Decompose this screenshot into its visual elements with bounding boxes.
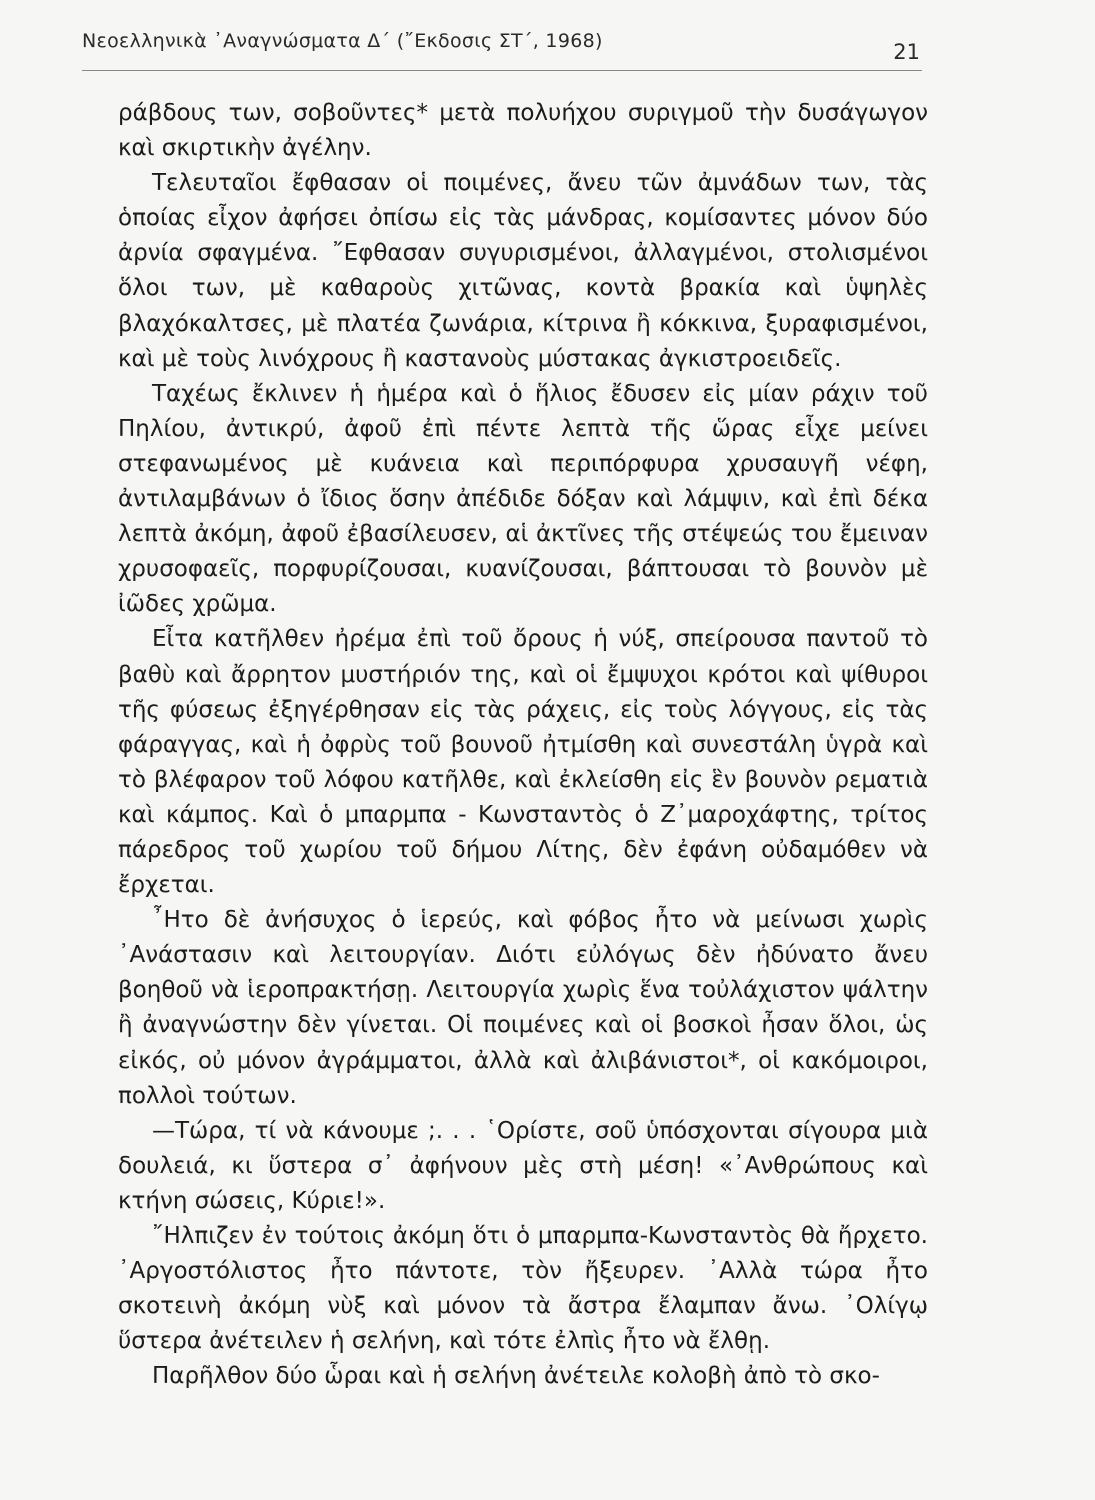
- paragraph: Εἶτα κατῆλθεν ἠρέμα ἐπὶ τοῦ ὄρους ἡ νύξ, σπείρουσα παντοῦ τὸ βαθὺ καὶ ἄρρητον μυστήριόν της, καὶ οἱ ἔμψυχοι κρότοι καὶ ψίθυροι τῆς φύσεως ἐξηγέρθησαν εἰς τὰς ράχεις, εἰς τοὺς λόγγους, εἰς τὰς φάραγγας, καὶ ἡ ὀφρὺς τοῦ βουνοῦ ἠτμίσθη καὶ συνεστάλη ὑγρὰ καὶ τὸ βλέφαρον τοῦ λόφου κατῆλθε, καὶ ἐκλείσθη εἰς ἓν βουνὸν ρεματιὰ καὶ κάμπος. Καὶ ὁ μπαρμπα - Κωνσταντὸς ὁ Ζ᾿μαροχάφτης, τρίτος πάρεδρος τοῦ χωρίου τοῦ δήμου Λίτης, δὲν ἐφάνη οὐδαμόθεν νὰ ἔρχεται.: [118, 626, 928, 899]
- page-number: 21: [893, 40, 920, 64]
- paragraph: Τελευταῖοι ἔφθασαν οἱ ποιμένες, ἄνευ τῶν ἀμνάδων των, τὰς ὁποίας εἶχον ἀφήσει ὀπίσω εἰς τὰς μάνδρας, κομίσαντες μόνον δύο ἀρνία σφαγμένα. ῎Εφθασαν συγυρισμένοι, ἀλλαγμένοι, στολισμένοι ὅλοι των, μὲ καθαροὺς χιτῶνας, κοντὰ βρακία καὶ ὑψηλὲς βλαχόκαλτσες, μὲ πλατέα ζωνάρια, κίτρινα ἢ κόκκινα, ξυραφισμένοι, καὶ μὲ τοὺς λινόχρους ἢ καστανοὺς μύστακας ἀγκιστροειδεῖς.: [118, 170, 928, 372]
- paragraph: Ταχέως ἔκλινεν ἡ ἡμέρα καὶ ὁ ἥλιος ἔδυσεν εἰς μίαν ράχιν τοῦ Πηλίου, ἀντικρύ, ἀφοῦ ἐπὶ πέντε λεπτὰ τῆς ὥρας εἶχε μείνει στεφανωμένος μὲ κυάνεια καὶ περιπόρφυρα χρυσαυγῆ νέφη, ἀντιλαμβάνων ὁ ἴδιος ὅσην ἀπέδιδε δόξαν καὶ λάμψιν, καὶ ἐπὶ δέκα λεπτὰ ἀκόμη, ἀφοῦ ἐβασίλευσεν, αἱ ἀκτῖνες τῆς στέψεώς του ἔμειναν χρυσοφαεῖς, πορφυρίζουσαι, κυανίζουσαι, βάπτουσαι τὸ βουνὸν μὲ ἰῶδες χρῶμα.: [118, 380, 928, 618]
- header-rule: [82, 70, 922, 71]
- paragraph: Παρῆλθον δύο ὧραι καὶ ἡ σελήνη ἀνέτειλε κολοβὴ ἀπὸ τὸ σκο-: [152, 1363, 880, 1390]
- paragraph: —Τώρα, τί νὰ κάνουμε ;. . . ῾Ορίστε, σοῦ ὑπόσχονται σίγουρα μιὰ δουλειά, κι ὕστερα σ᾿ ἀφήνουν μὲς στὴ μέση! «᾿Ανθρώπους καὶ κτήνη σώσεις, Κύριε!».: [118, 1117, 928, 1214]
- running-header: Νεοελληνικὰ ᾿Αναγνώσματα Δ΄ (῎Εκδοσις ΣΤ΄, 1968): [82, 30, 603, 52]
- paragraph: ῎Ηλπιζεν ἐν τούτοις ἀκόμη ὅτι ὁ μπαρμπα-Κωνσταντὸς θὰ ἤρχετο. ᾿Αργοστόλιστος ἦτο πάντοτε, τὸν ἤξευρεν. ᾿Αλλὰ τώρα ἦτο σκοτεινὴ ἀκόμη νὺξ καὶ μόνον τὰ ἄστρα ἔλαμπαν ἄνω. ᾿Ολίγῳ ὕστερα ἀνέτειλεν ἡ σελήνη, καὶ τότε ἐλπὶς ἦτο νὰ ἔλθῃ.: [118, 1223, 928, 1355]
- paragraph: ράβδους των, σοβοῦντες* μετὰ πολυήχου συριγμοῦ τὴν δυσάγωγον καὶ σκιρτικὴν ἀγέλην.: [118, 100, 928, 162]
- paragraph: ῏Ητο δὲ ἀνήσυχος ὁ ἱερεύς, καὶ φόβος ἦτο νὰ μείνωσι χωρὶς ᾿Ανάστασιν καὶ λειτουργίαν. Διότι εὐλόγως δὲν ἠδύνατο ἄνευ βοηθοῦ νὰ ἱεροπρακτήσῃ. Λειτουργία χωρὶς ἕνα τοὐλάχιστον ψάλτην ἢ ἀναγνώστην δὲν γίνεται. Οἱ ποιμένες καὶ οἱ βοσκοὶ ἦσαν ὅλοι, ὡς εἰκός, οὐ μόνον ἀγράμματοι, ἀλλὰ καὶ ἀλιβάνιστοι*, οἱ κακόμοιροι, πολλοὶ τούτων.: [118, 907, 928, 1109]
- body-text: [118, 96, 928, 1394]
